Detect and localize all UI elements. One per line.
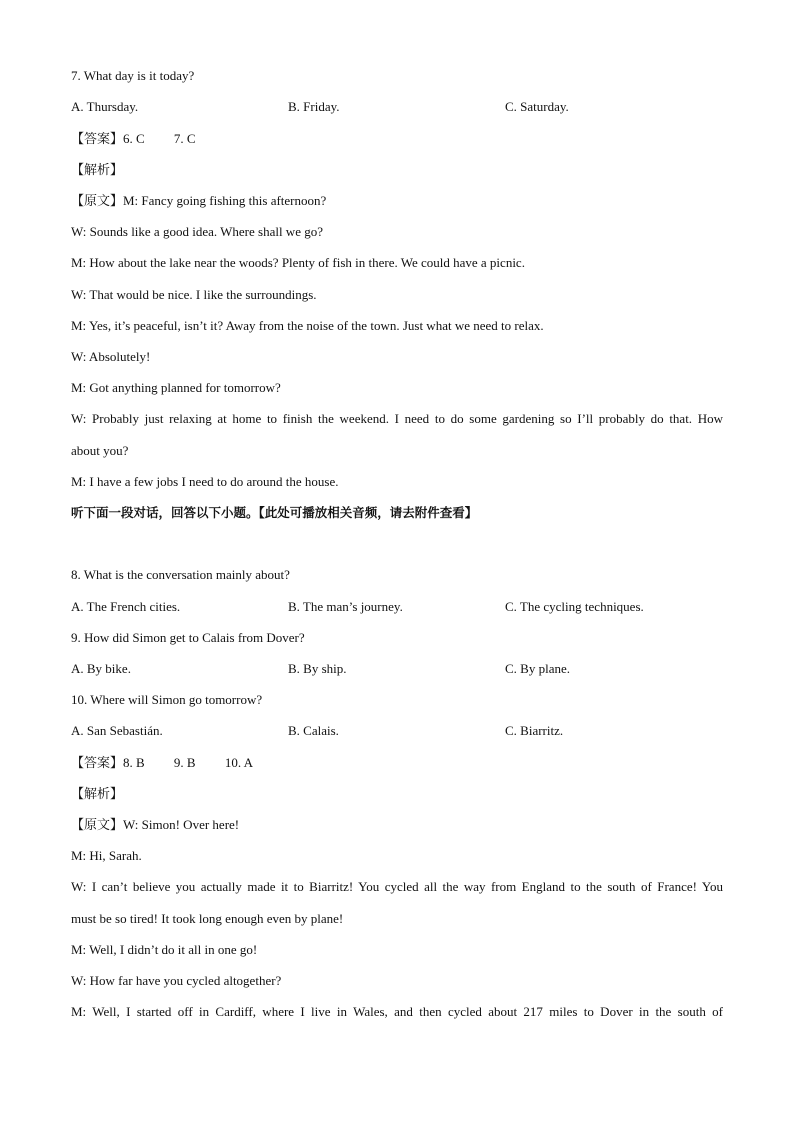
q8-option-a: A. The French cities. (71, 599, 181, 614)
question-8: 8. What is the conversation mainly about? (71, 567, 290, 582)
q8-option-b: B. The man’s journey. (288, 599, 403, 614)
transcript-1-line: about you? (71, 443, 129, 458)
transcript-2-line: M: Hi, Sarah. (71, 848, 142, 863)
q7-option-b: B. Friday. (288, 99, 340, 114)
q7-option-a: A. Thursday. (71, 99, 139, 114)
answer-2-third: 10. A (224, 755, 254, 770)
answer-2-second: 9. B (173, 755, 196, 770)
analysis-label-2: 【解析】 (71, 786, 124, 801)
answer-1-second: 7. C (173, 131, 196, 146)
analysis-label-1: 【解析】 (71, 162, 124, 177)
transcript-1-line: W: Sounds like a good idea. Where shall we go? (71, 224, 323, 239)
answer-1-first: 【答案】6. C (71, 131, 145, 146)
q9-option-c: C. By plane. (505, 661, 570, 676)
transcript-2-line: W: How far have you cycled altogether? (71, 973, 282, 988)
question-7: 7. What day is it today? (71, 68, 195, 83)
answer-2-first: 【答案】8. B (71, 755, 145, 770)
transcript-2-line: 【原文】W: Simon! Over here! (71, 817, 240, 832)
transcript-1-line: M: How about the lake near the woods? Plenty of fish in there. We could have a picnic. (71, 255, 525, 270)
q10-option-b: B. Calais. (288, 723, 339, 738)
q9-option-a: A. By bike. (71, 661, 131, 676)
q9-option-b: B. By ship. (288, 661, 347, 676)
answer-line-2 (71, 755, 253, 771)
transcript-2-line: M: Well, I didn’t do it all in one go! (71, 942, 258, 957)
transcript-2-line: W: I can’t believe you actually made it to Biarritz! You cycled all the way from England to the south of France! You (71, 879, 723, 894)
listening-instruction: 听下面一段对话，回答以下小题。【此处可播放相关音频，请去附件查看】 (71, 505, 478, 520)
transcript-1-line: W: Probably just relaxing at home to finish the weekend. I need to do some gardening so I’ll probably do that. How (71, 411, 723, 426)
transcript-2-line: must be so tired! It took long enough even by plane! (71, 911, 344, 926)
answer-line-1 (71, 131, 196, 147)
q8-option-c: C. The cycling techniques. (505, 599, 644, 614)
q7-option-c: C. Saturday. (505, 99, 569, 114)
transcript-1-line: W: That would be nice. I like the surroundings. (71, 287, 317, 302)
transcript-1-line: W: Absolutely! (71, 349, 151, 364)
q10-option-a: A. San Sebastián. (71, 723, 163, 738)
transcript-2-line: M: Well, I started off in Cardiff, where I live in Wales, and then cycled about 217 miles to Dover in the south of (71, 1004, 723, 1019)
transcript-1-line: M: Got anything planned for tomorrow? (71, 380, 281, 395)
transcript-1-line: 【原文】M: Fancy going fishing this afternoon? (71, 193, 327, 208)
transcript-1-line: M: I have a few jobs I need to do around the house. (71, 474, 339, 489)
question-10: 10. Where will Simon go tomorrow? (71, 692, 263, 707)
transcript-1-line: M: Yes, it’s peaceful, isn’t it? Away from the noise of the town. Just what we need to relax. (71, 318, 544, 333)
question-9: 9. How did Simon get to Calais from Dover? (71, 630, 305, 645)
q10-option-c: C. Biarritz. (505, 723, 564, 738)
